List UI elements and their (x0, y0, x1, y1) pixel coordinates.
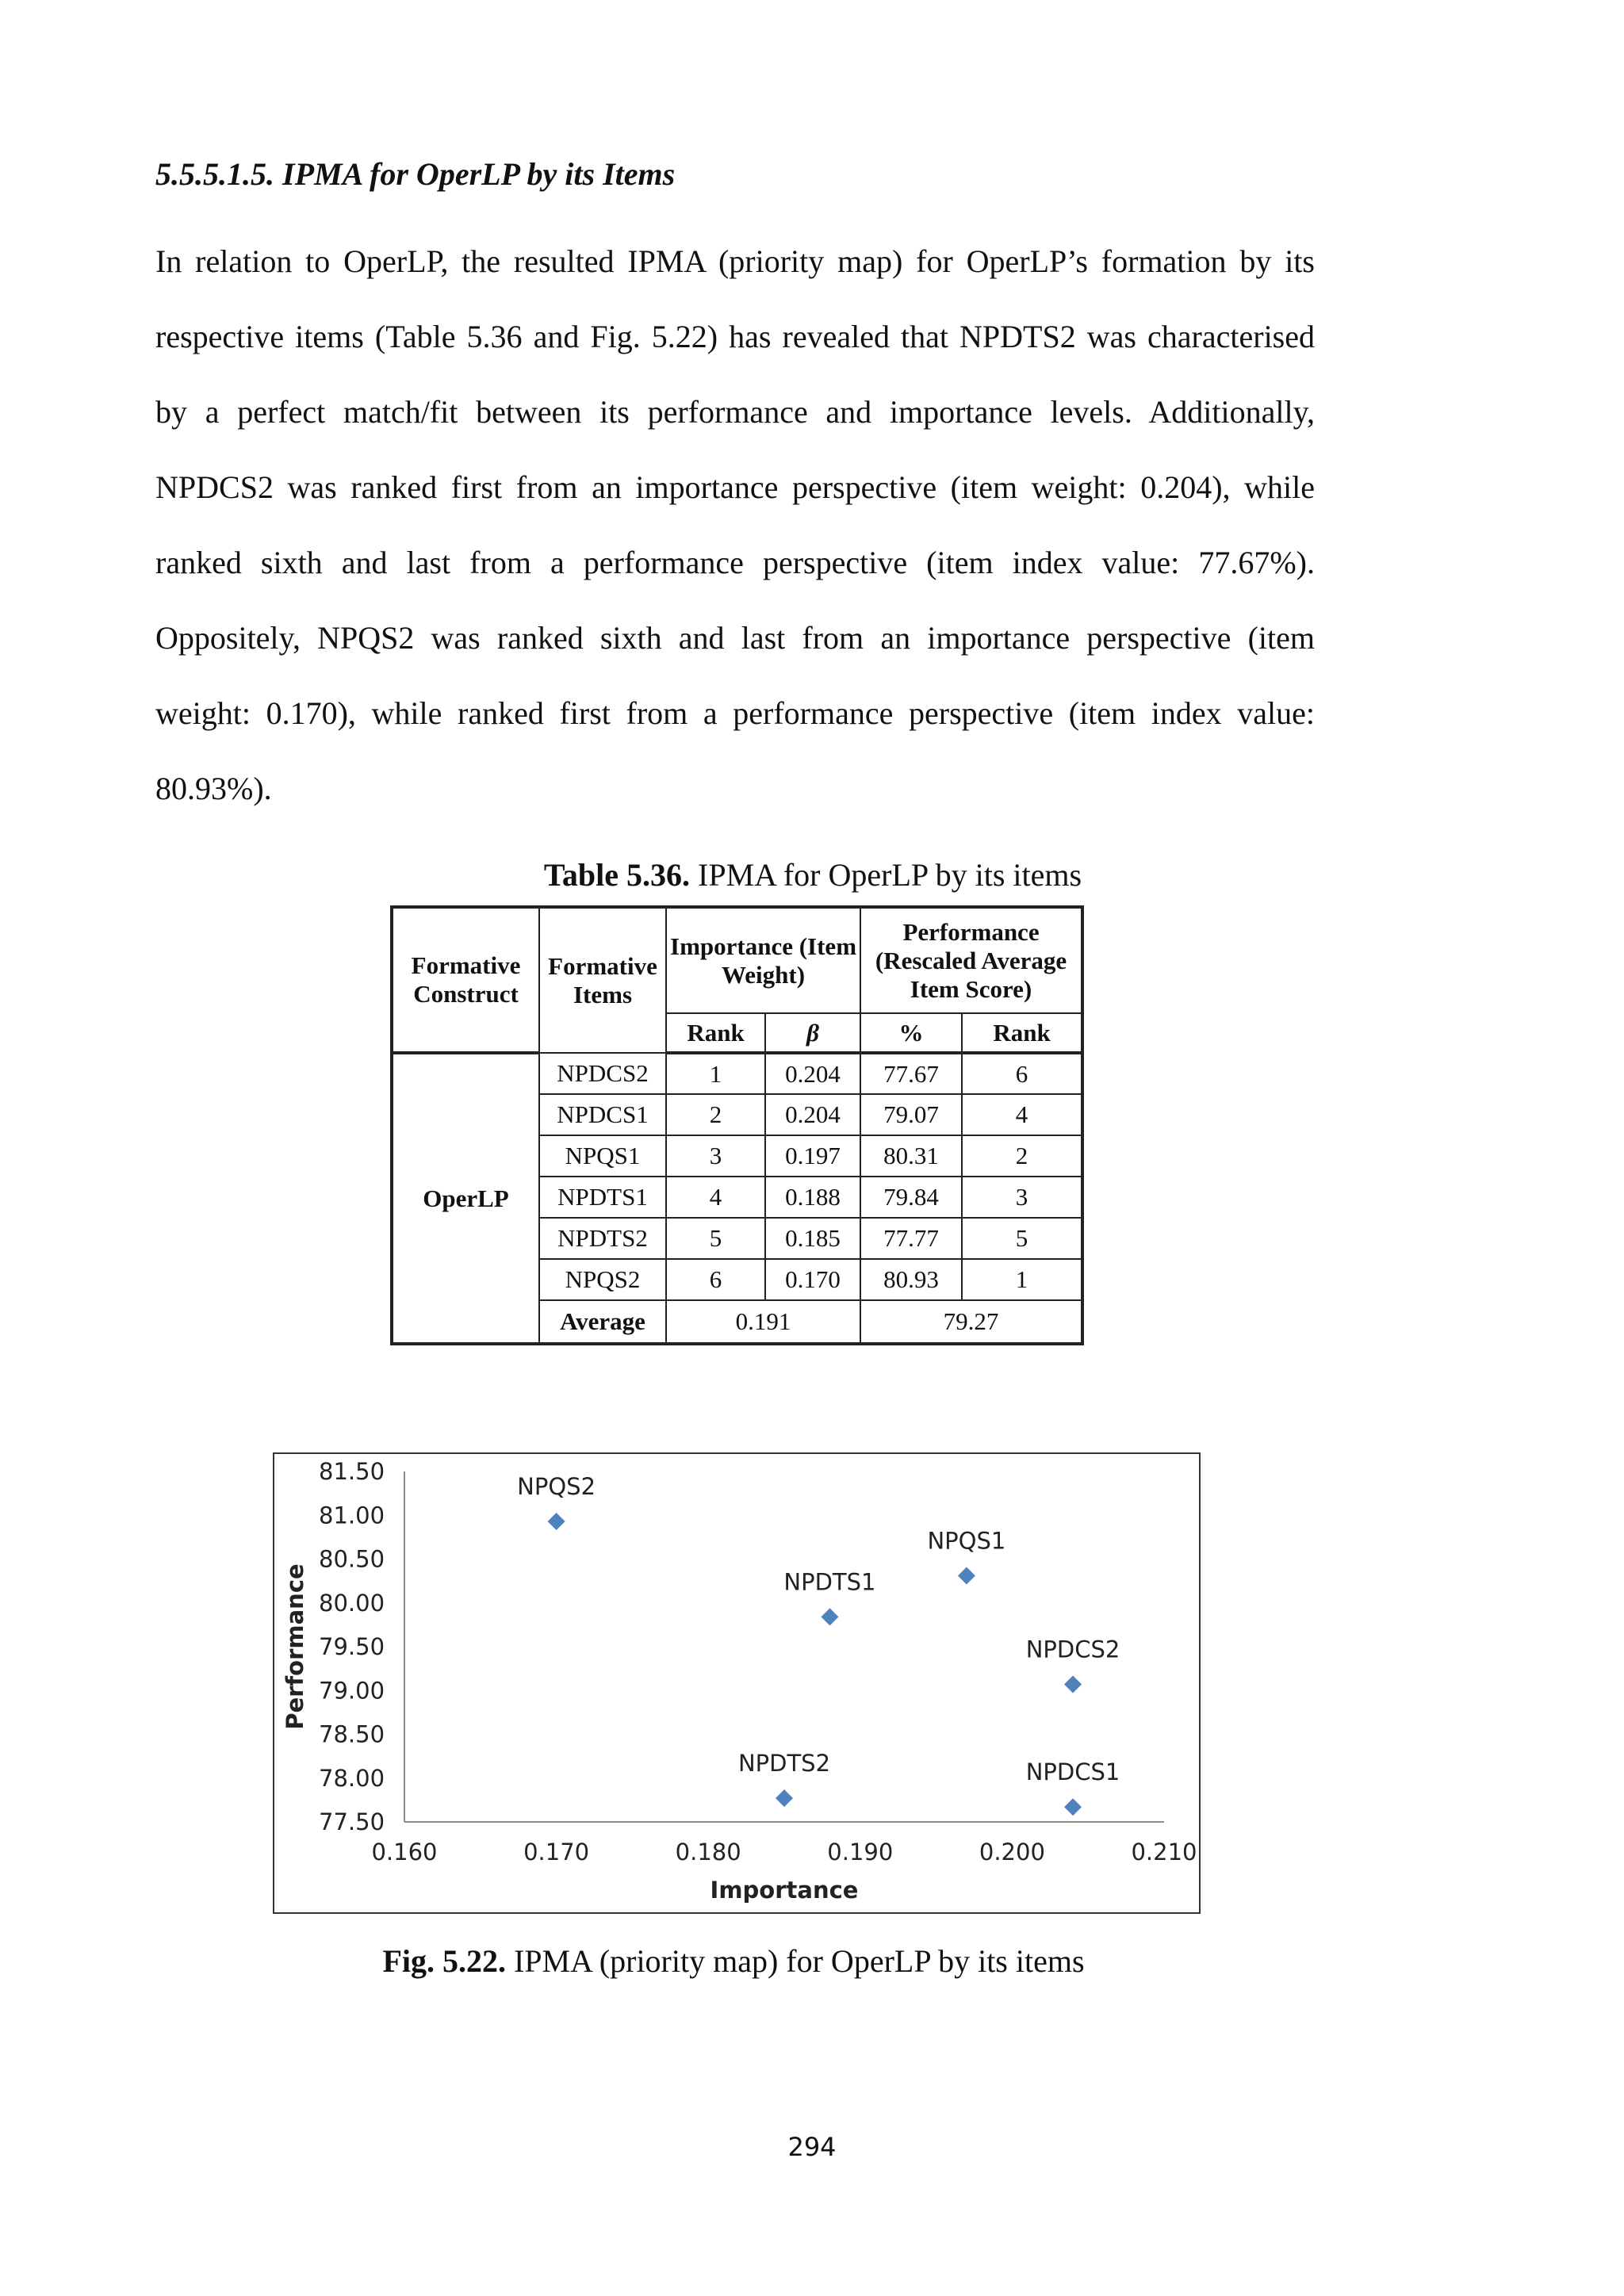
y-tick-label: 78.00 (319, 1764, 385, 1792)
average-importance: 0.191 (666, 1300, 860, 1344)
page-number: 294 (787, 2132, 837, 2162)
importance-rank-cell: 3 (666, 1135, 765, 1177)
percent-cell: 80.31 (860, 1135, 962, 1177)
y-tick-label: 81.00 (319, 1502, 385, 1529)
percent-cell: 79.07 (860, 1094, 962, 1135)
y-tick-label: 78.50 (319, 1720, 385, 1748)
construct-cell: OperLP (392, 1053, 539, 1344)
table-row (392, 1053, 1082, 1094)
header-beta: β (765, 1013, 860, 1053)
beta-cell: 0.185 (765, 1218, 860, 1259)
y-tick-label: 79.00 (319, 1677, 385, 1705)
x-tick-label: 0.200 (979, 1839, 1045, 1866)
header-formative-items: Formative Items (539, 907, 666, 1053)
x-tick-label: 0.210 (1131, 1839, 1197, 1866)
header-percent: % (860, 1013, 962, 1053)
beta-cell: 0.204 (765, 1053, 860, 1094)
data-point-label: NPDTS1 (783, 1568, 876, 1596)
beta-cell: 0.197 (765, 1135, 860, 1177)
header-importance: Importance (Item Weight) (666, 907, 860, 1013)
x-tick-label: 0.180 (675, 1839, 741, 1866)
data-point (776, 1789, 793, 1807)
chart-svg (274, 1454, 1199, 1912)
data-point-label: NPDCS1 (1025, 1758, 1120, 1786)
ipma-table (390, 905, 1084, 1345)
table-caption-text: IPMA for OperLP by its items (690, 857, 1082, 893)
data-point (958, 1567, 975, 1584)
percent-cell: 77.67 (860, 1053, 962, 1094)
figure-caption (285, 1942, 1182, 1980)
section-heading: 5.5.5.1.5. IPMA for OperLP by its Items (155, 156, 676, 192)
data-point (1064, 1798, 1082, 1816)
item-cell: NPQS1 (539, 1135, 666, 1177)
percent-cell: 80.93 (860, 1259, 962, 1300)
figure-caption-text: IPMA (priority map) for OperLP by its items (505, 1943, 1085, 1979)
data-point (1064, 1676, 1082, 1693)
table-caption (365, 856, 1261, 894)
header-formative-construct: Formative Construct (392, 907, 539, 1053)
y-tick-label: 79.50 (319, 1633, 385, 1660)
item-cell: NPDCS1 (539, 1094, 666, 1135)
y-tick-label: 77.50 (319, 1808, 385, 1835)
average-label: Average (539, 1300, 666, 1344)
data-point (821, 1608, 838, 1625)
y-tick-label: 80.50 (319, 1545, 385, 1573)
performance-rank-cell: 2 (962, 1135, 1082, 1177)
header-performance-rank: Rank (962, 1013, 1082, 1053)
performance-rank-cell: 3 (962, 1177, 1082, 1218)
performance-rank-cell: 6 (962, 1053, 1082, 1094)
data-point-label: NPDTS2 (737, 1750, 831, 1777)
x-tick-label: 0.190 (827, 1839, 894, 1866)
performance-rank-cell: 4 (962, 1094, 1082, 1135)
ipma-chart (273, 1452, 1201, 1914)
performance-rank-cell: 5 (962, 1218, 1082, 1259)
beta-cell: 0.204 (765, 1094, 860, 1135)
data-point-label: NPQS2 (517, 1472, 596, 1500)
y-tick-label: 80.00 (319, 1589, 385, 1617)
table-caption-label: Table 5.36. (543, 857, 691, 893)
y-tick-label: 81.50 (319, 1458, 385, 1485)
data-point-label: NPQS1 (927, 1527, 1006, 1555)
performance-rank-cell: 1 (962, 1259, 1082, 1300)
average-performance: 79.27 (860, 1300, 1082, 1344)
header-importance-rank: Rank (666, 1013, 765, 1053)
beta-cell: 0.188 (765, 1177, 860, 1218)
importance-rank-cell: 2 (666, 1094, 765, 1135)
figure-caption-label: Fig. 5.22. (382, 1943, 506, 1979)
y-axis-title: Performance (282, 1563, 308, 1730)
item-cell: NPDTS2 (539, 1218, 666, 1259)
item-cell: NPDCS2 (539, 1053, 666, 1094)
importance-rank-cell: 4 (666, 1177, 765, 1218)
importance-rank-cell: 6 (666, 1259, 765, 1300)
x-axis-title: Importance (710, 1877, 859, 1904)
percent-cell: 77.77 (860, 1218, 962, 1259)
item-cell: NPDTS1 (539, 1177, 666, 1218)
beta-cell: 0.170 (765, 1259, 860, 1300)
x-tick-label: 0.160 (371, 1839, 438, 1866)
data-point-label: NPDCS2 (1025, 1636, 1120, 1663)
importance-rank-cell: 5 (666, 1218, 765, 1259)
header-performance: Performance (Rescaled Average Item Score) (860, 907, 1082, 1013)
item-cell: NPQS2 (539, 1259, 666, 1300)
body-paragraph: In relation to OperLP, the resulted IPMA (priority map) for OperLP’s formation by its respective items (Table 5.36 and Fig. 5.22) has revealed that NPDTS2 was characterised by a perfect match/fit between its performance and importance levels. Additionally, NPDCS2 was ranked first from an importance perspective (item weight: 0.204), while ranked sixth and last from a performance perspective (item index value: 77.67%). Oppositely, NPQS2 was ranked sixth and last from an importance perspective (item weight: 0.170), while ranked first from a performance perspective (item index value: 80.93%). (155, 243, 1315, 806)
data-point (548, 1513, 565, 1530)
x-tick-label: 0.170 (523, 1839, 590, 1866)
importance-rank-cell: 1 (666, 1053, 765, 1094)
percent-cell: 79.84 (860, 1177, 962, 1218)
